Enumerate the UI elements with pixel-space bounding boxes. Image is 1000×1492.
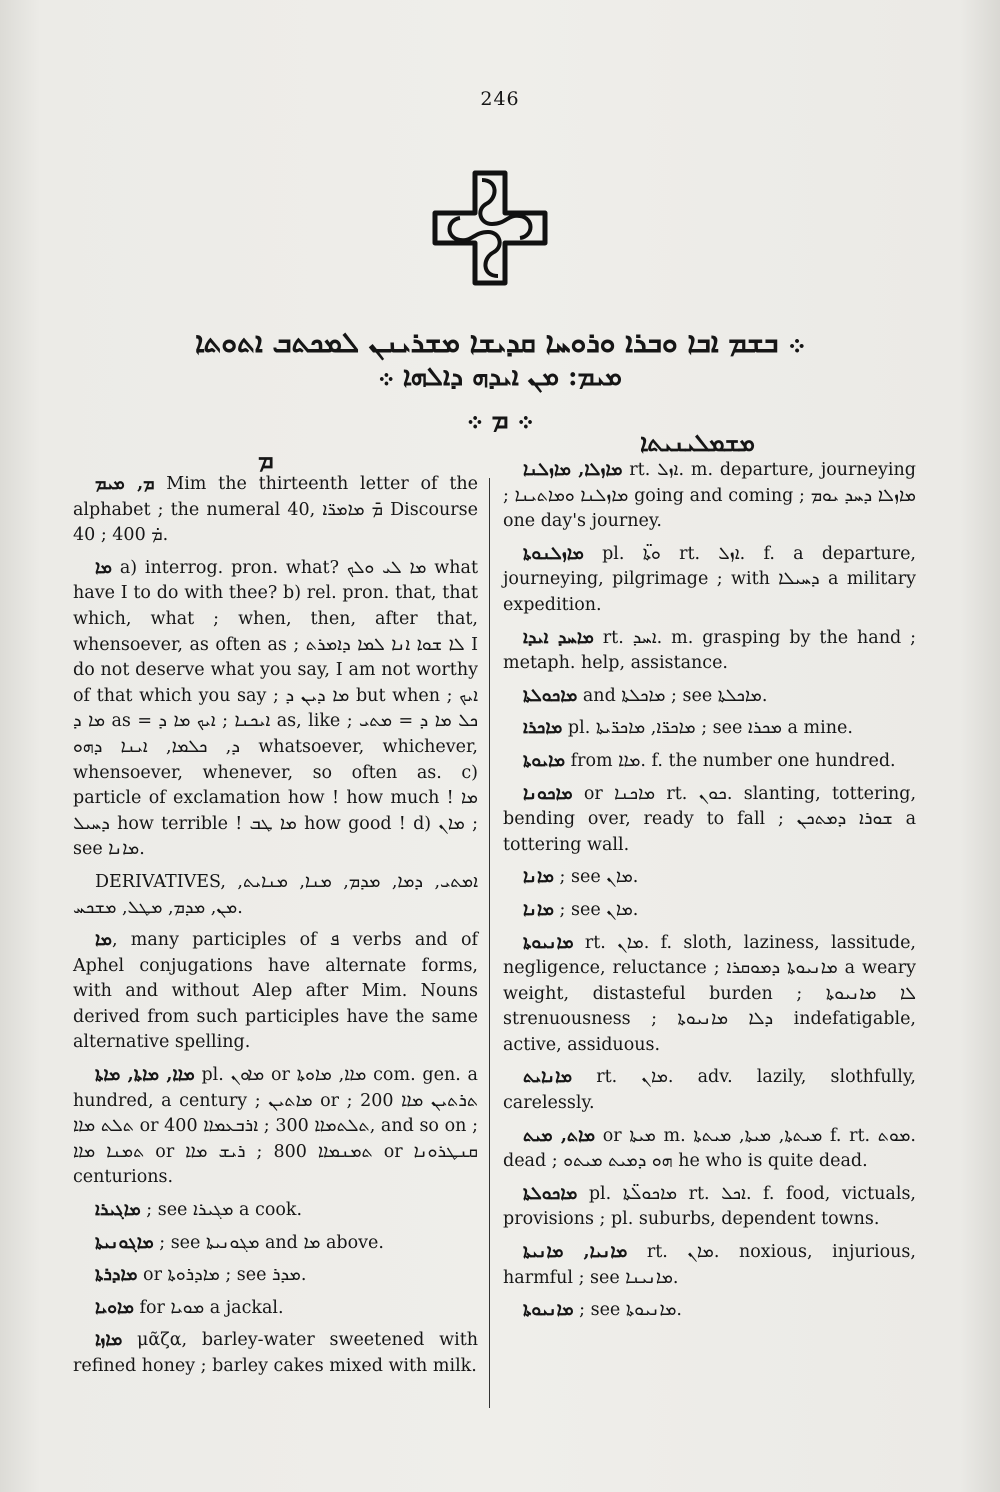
entry-headword: ܡܐܢܐܝܬ (523, 1067, 573, 1088)
dictionary-entry (73, 1263, 478, 1289)
entry-headword: ܡܐܬ, ܡܝܬ (523, 1125, 596, 1146)
right-section-title: ܡܫܡܠܝܢܝܬܐ (640, 428, 755, 457)
left-letter-mark: ܡ (258, 445, 274, 474)
dictionary-entry (73, 1296, 478, 1322)
dictionary-entry (503, 1065, 916, 1116)
entry-headword: ܡܐ (95, 557, 112, 578)
dictionary-entry (73, 870, 478, 921)
entry-headword: ܡܐܐ, ܡܐܬܐ, ܡܐܬܐ (95, 1065, 195, 1086)
entry-headword: ܡܐܢܝܐ, ܡܐܢܝܬܐ (523, 1242, 628, 1263)
entry-definition: a) interrog. pron. what? ܡܐ ܠܝ ܘܠܟ what have I to do with thee? b) rel. pron. that, that which, what ; when, then, after that, whensoever, as often as ; ܠܐ ܫܘܐ ܐܢܐ ܠܡܐ ܕܐܡܪܬ I do not deserve what you say, I am not worthy of that which you say ; ܡܐ ܕܝܢ ܕ but when ; ܐܝܟ ܡܐ ܕ as = ܐܝܟܢܐ ; ܐܝܟ ܡܐ ܕ as, like ; ܟܠ ܡܐ ܕ = ܡܬܝ ܕ, ܟܠܡܐ, ܐܝܢܐ ܕܗܘ whatsoever, whichever, whensoever, whenever, so often as. c) particle of exclamation how ! how much ! ܡܐ ܕܚܝܠ how terrible ! ܡܐ ܛܒ how good ! d) ܡܐܢ ; see ܡܐܢܐ. (73, 557, 479, 860)
entry-headword: ܡܐܢܐ (523, 899, 554, 920)
dictionary-entry (73, 928, 478, 1056)
entry-definition: or ܡܐܕܪܘܬܐ ; see ܡܕܪ. (137, 1265, 307, 1286)
entry-definition: rt. ܡܐܢ. noxious, injurious, harmful ; see ܡܐܢܝܢܐ. (503, 1242, 916, 1288)
entry-headword: ܡܐܙܠܐ, ܡܐܙܠܢܐ (523, 460, 623, 480)
entry-headword: ܡܐܢܐ (523, 867, 554, 888)
entry-definition: ; see ܡܐܢܝܘܬܐ. (573, 1300, 682, 1321)
entry-definition: rt. ܡܐܢ. adv. lazily, slothfully, carelessly. (503, 1067, 916, 1114)
right-column (503, 458, 916, 1331)
entry-definition: μᾶζα, barley-water sweetened with refined honey ; barley cakes mixed with milk. (73, 1330, 478, 1376)
dictionary-entry (503, 458, 916, 535)
entry-definition: pl. ܡܐܟܪ̈ܐ, ܡܐܟܪ̈ܝܬܐ ; see ܡܟܪܐ a mine. (562, 718, 853, 739)
dictionary-entry (73, 1198, 478, 1224)
dictionary-entry (503, 684, 916, 710)
heading-line-1: ܀ ܒܫܡ ܐܒܐ ܘܒܪܐ ܘܪܘܚܐ ܩܕܝܫܐ ܡܫܪܝܢܢ ܠܡܟܬܒ ܐܬܘܬܐ (195, 326, 805, 359)
dictionary-entry (73, 472, 478, 549)
entry-headword: ܡܐܟܘܠܬܐ (523, 1183, 578, 1204)
dictionary-entry (503, 1182, 916, 1233)
entry-headword: ܡܐܚܕ ܐܝܕܐ (523, 627, 594, 648)
entry-definition: pl. ܡܐܟܘܠ̈ܬܐ rt. ܐܟܠ. f. food, victuals, provisions ; pl. suburbs, dependent towns. (503, 1183, 916, 1230)
entry-definition: rt. ܐܙܠ. m. departure, journeying ; ܡܐܙܠܢܐ ܘܡܐܬܝܢܐ going and coming ; ܡܐܙܠܐ ܕܚܕ ܝܘܡ one day's journey. (503, 460, 916, 532)
entry-headword: ܡܐܢܝܘܬܐ (523, 932, 574, 953)
left-column (73, 472, 478, 1387)
entry-headword: ܡܐܓܘܢܝܬܐ (95, 1232, 154, 1253)
entry-headword: ܡܐܘܝܐ (95, 1297, 134, 1318)
entry-definition: from ܡܐܐ. f. the number one hundred. (565, 750, 896, 771)
dictionary-entry (503, 1124, 916, 1175)
dictionary-entry (503, 931, 916, 1059)
entry-definition: ; see ܡܓܘܢܝܬܐ and ܡܐ above. (153, 1232, 384, 1253)
celtic-knot-cross-icon (430, 168, 550, 288)
dictionary-entry (503, 542, 916, 619)
letter-heading: ܀ ܡ ܀ (466, 405, 534, 435)
entry-headword: ܡܐܟܘܠܬܐ (523, 685, 578, 706)
dictionary-entry (73, 1328, 478, 1379)
entry-definition: and ܡܐܟܠܬܐ ; see ܡܐܟܠܬܐ. (577, 685, 768, 706)
entry-headword: ܡܐܓܝܪܐ (95, 1200, 141, 1221)
entry-definition: DERIVATIVES, ܐܡܬܝ, ܕܡܐ, ܡܕܡ, ܡܢܐ, ܡܢܐܝܬ, ܡܢ, ܡܕܡ, ܡܛܠ, ܡܫܟܚ. (73, 871, 478, 918)
dictionary-entry (503, 782, 916, 859)
entry-definition: or ܡܝܬܐ m. ܡܝܬܬܐ, ܡܝܬܐ, ܡܝܬܬܐ f. rt. ܡܘܬ. dead ; ܗܘ ܕܡܝܬ ܡܝܬܘ he who is quite dead. (503, 1125, 916, 1172)
entry-definition: pl. ܡܐܘܢ or ܡܐܐ, ܡܐܘܬܐ com. gen. a hundred, a century ; ܡܐܬܝܢ or ܬܪܬܝܢ ܡܐܐ 200 ; ܬܠܬ ܡܐܐ or ܬܠܬܡܐܐ 300 ; ܐܪܒܥܡܐܐ 400, and so on ; ܬܡܢܐ ܡܐܐ or ܬܡܢܡܐܐ 800 ; ܪܝܫ ܡܐܐ or ܩܢܛܪܘܢܐ centurions. (73, 1065, 479, 1188)
entry-definition: for ܡܘܝܐ a jackal. (133, 1297, 284, 1318)
dictionary-entry (73, 556, 478, 863)
entry-headword: ܡܐ (95, 930, 112, 951)
dictionary-entry (503, 749, 916, 775)
entry-definition: pl. ܘܬ̈ܐ rt. ܐܙܠ. f. a departure, journeying, pilgrimage ; with ܕܚܝܠܐ a military expedition. (503, 543, 917, 615)
entry-definition: Mim the thirteenth letter of the alphabet ; the numeral 40, ܡ̄ ܡܐܡܪ̈ܐ Discourse 40 ; ܡ̇ 400. (73, 474, 478, 546)
dictionary-entry (503, 865, 916, 891)
dictionary-entry (503, 1240, 916, 1291)
entry-definition: ; see ܡܐܢ. (553, 867, 639, 888)
dictionary-entry (503, 626, 916, 677)
entry-headword: ܡ, ܡܝܡ (95, 474, 155, 494)
entry-headword: ܡܐܕܪܬܐ (95, 1265, 138, 1286)
entry-definition: ; see ܡܓܝܪܐ a cook. (140, 1200, 303, 1221)
dictionary-entry (73, 1063, 478, 1191)
entry-definition: rt. ܡܐܢ. f. sloth, laziness, lassitude, negligence, reluctance ; ܡܐܢܝܘܬܐ ܕܡܘܩܪܐ a weary weight, distasteful burden ; ܠܐ ܡܐܢܝܘܬܐ strenuousness ; ܕܠܐ ܡܐܢܝܘܬܐ indefatigable, active, assiduous. (503, 932, 916, 1055)
entry-headword: ܡܐܙܠܢܘܬܐ (523, 543, 584, 564)
heading-line-2: ܡܝܡ: ܡܢ ܐܝܕܗ ܕܐܠܗܐ ܀ (378, 362, 622, 392)
entry-headword: ܡܐܝܘܬܐ (523, 750, 566, 771)
page-number: 246 (480, 88, 520, 110)
entry-definition: ; see ܡܐܢ. (553, 899, 639, 920)
column-divider (489, 478, 490, 1408)
entry-headword: ܡܐܢܝܘܬܐ (523, 1300, 574, 1321)
dictionary-entry (73, 1231, 478, 1257)
entry-headword: ܡܐܙܐ (95, 1330, 123, 1351)
entry-definition: , many participles of ܦ verbs and of Aphel conjugations have alternate forms, with and without Alep after Mim. Nouns derived from such participles have the same alternative spelling. (73, 930, 478, 1053)
dictionary-entry (503, 716, 916, 742)
dictionary-entry (503, 898, 916, 924)
dictionary-entry (503, 1298, 916, 1324)
entry-definition: rt. ܐܚܕ. m. grasping by the hand ; metaph. help, assistance. (503, 627, 916, 674)
entry-headword: ܡܐܟܘܢܐ (523, 783, 573, 804)
entry-headword: ܡܐܟܪܐ (523, 718, 563, 739)
entry-definition: or ܡܐܟܢܐ rt. ܟܘܢ. slanting, tottering, bending over, ready to fall ; ܫܘܪܐ ܕܡܬܟܢ a tottering wall. (503, 783, 917, 855)
